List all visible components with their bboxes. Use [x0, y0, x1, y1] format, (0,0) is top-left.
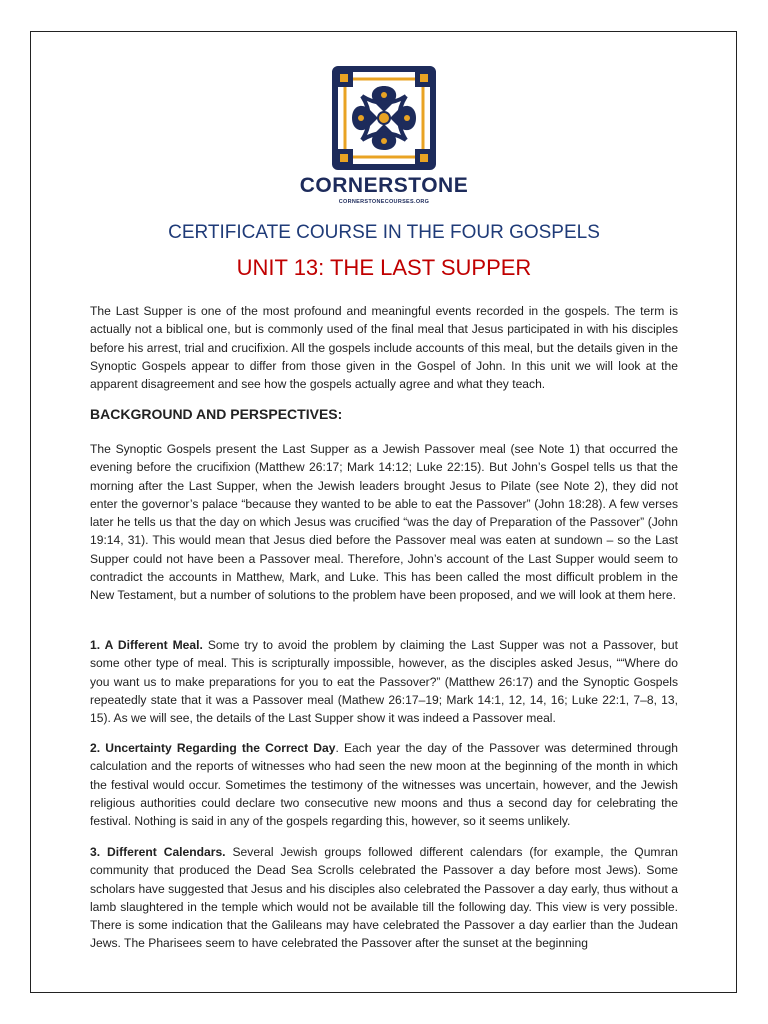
background-paragraph: The Synoptic Gospels present the Last Supper as a Jewish Passover meal (see Note 1) that occurred the evening before the crucifixion (Matthew 26:17; Mark 14:12; Luke 22:15). But John’s Gospel tells us that the morning after the Last Supper, when the Jewish leaders brought Jesus to Pilate (see Note 2), they did not enter the governor’s palace “because they wanted to be able to eat the Passover” (John 18:28). A few verses later he tells us that the day on which Jesus was crucified “was the day of Preparation of the Passover” (John 19:14, 31). This would mean that Jesus died before the Passover meal was eaten at sundown – so the Last Supper could not have been a Passover meal. Therefore, John’s account of the Last Supper would seem to contradict the accounts in Matthew, Mark, and Luke. This has been called the most difficult problem in the New Testament, but a number of solutions to the problem have been proposed, and we will look at them here.	[90, 442, 678, 603]
logo-wordmark: CORNERSTONE	[299, 174, 469, 197]
point-paragraph-2	[90, 739, 678, 830]
course-title: CERTIFICATE COURSE IN THE FOUR GOSPELS	[168, 222, 600, 243]
point-lead-3: 3. Different Calendars.	[90, 845, 226, 859]
point-lead-1: 1. A Different Meal.	[90, 638, 203, 652]
cornerstone-logo	[0, 66, 768, 205]
intro-paragraph: The Last Supper is one of the most profound and meaningful events recorded in the gospels. The term is actually not a biblical one, but is commonly used of the final meal that Jesus participated in with his disciples before his arrest, trial and crucifixion. All the gospels include accounts of this meal, but the details given in the Synoptic Gospels appear to differ from those given in the Gospel of John. In this unit we will look at the apparent disagreement and see how the gospels actually agree and what they teach.	[90, 304, 678, 392]
logo-url: CORNERSTONECOURSES.ORG	[338, 199, 430, 205]
point-paragraph-3	[90, 843, 678, 953]
unit-title: UNIT 13: THE LAST SUPPER	[236, 255, 532, 280]
cross-emblem-icon	[332, 66, 436, 170]
point-text-3: Several Jewish groups followed different calendars (for example, the Qumran community that produced the Dead Sea Scrolls celebrated the Passover a day before most Jews). Some scholars have suggested that Jesus and his disciples also celebrated the Passover a day early, thus without a lamb slaughtered in the temple which would not be available till the following day. This view is very possible. There is some indication that the Galileans may have celebrated the Passover a day earlier than the Judean Jews. The Pharisees seem to have celebrated the Passover after the sunset at the beginning	[90, 845, 678, 951]
section-heading: BACKGROUND AND PERSPECTIVES:	[90, 406, 343, 422]
point-paragraph-1	[90, 636, 678, 727]
point-text-1: Some try to avoid the problem by claiming the Last Supper was not a Passover, but some other type of meal. This is scripturally impossible, however, as the disciples asked Jesus, ““Where do you want us to make preparations for you to eat the Passover?” (Matthew 26:17) and the Synoptic Gospels repeatedly state that it was a Passover meal (Mathew 26:17–19; Mark 14:1, 12, 14, 16; Luke 22:1, 7–8, 13, 15). As we will see, the details of the Last Supper show it was indeed a Passover meal.	[90, 638, 678, 726]
point-text-2: . Each year the day of the Passover was determined through calculation and the reports of witnesses who had seen the new moon at the beginning of the month in which the festival would occur. Sometimes the testimony of the witnesses was uncertain, however, and the Jewish religious authorities could declare two consecutive new moons and thus a second day for celebrating the festival. Nothing is said in any of the gospels regarding this, however, so it seems unlikely.	[90, 741, 679, 829]
point-lead-2: 2. Uncertainty Regarding the Correct Day	[90, 741, 336, 755]
